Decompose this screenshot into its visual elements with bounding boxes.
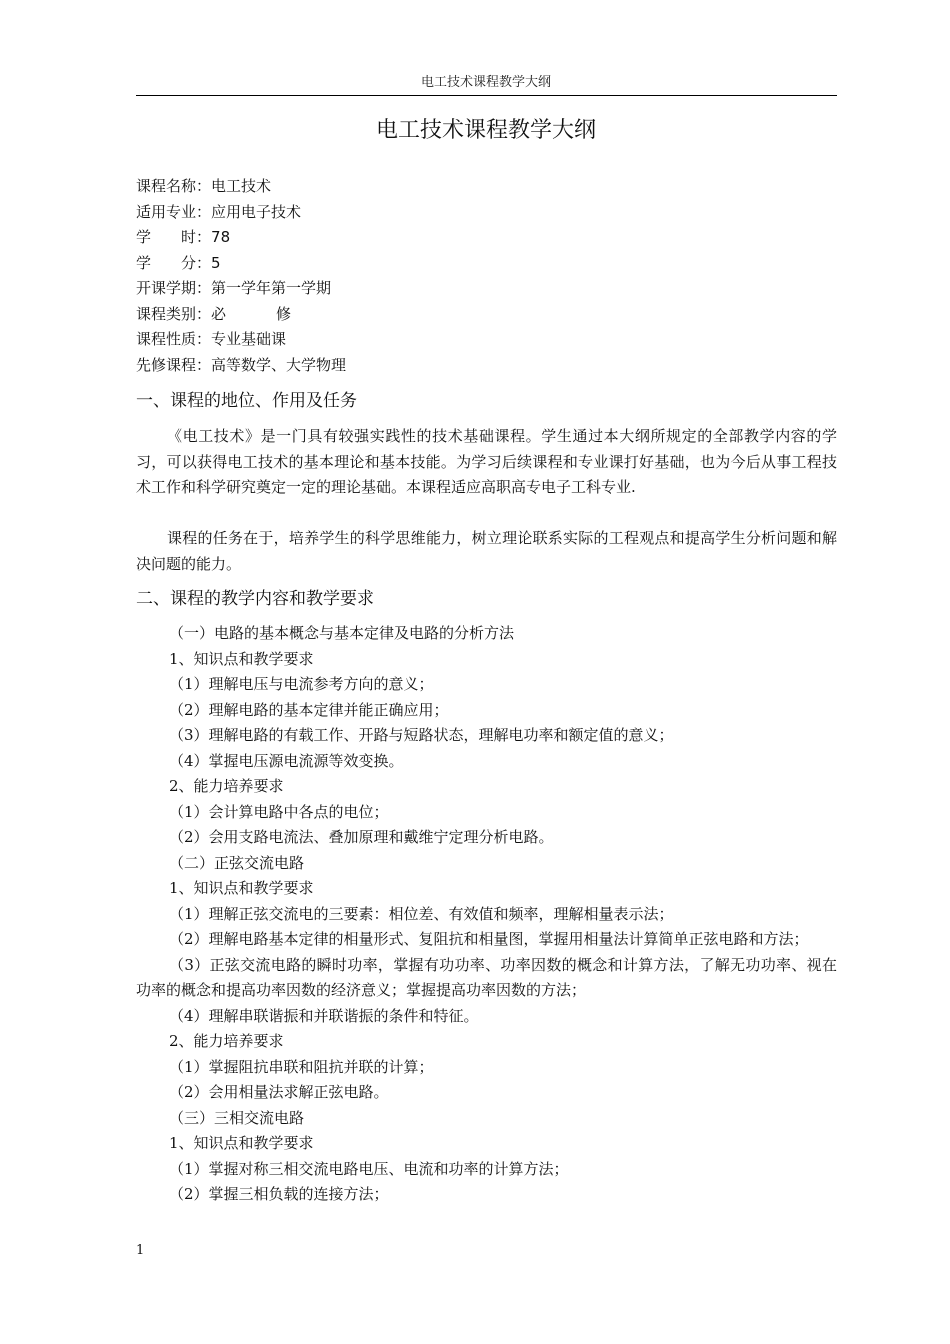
info-colon: ： [196,304,212,323]
info-value-part: 必 [211,304,227,323]
info-colon: ： [196,279,212,297]
info-value: 78 [211,228,231,246]
info-value: 高等数学、大学物理 [211,355,347,374]
info-label: 学 分 [136,253,197,272]
list-item: 1、知识点和教学要求 [169,649,314,668]
info-value: 电工技术 [211,177,272,195]
list-item: （2）理解电路的基本定律并能正确应用； [169,700,449,719]
info-row-major [136,200,836,226]
list-item: （2）掌握三相负载的连接方法； [169,1185,389,1203]
paragraph-intro: 《电工技术》是一门具有较强实践性的技术基础课程。学生通过本大纲所规定的全部教学内容的学习，可以获得电工技术的基本理论和基本技能。为学习后续课程和专业课打好基础，也为今后从事工程技术工作和科学研究奠定一定的理论基础。本课程适应高职高专电子工科专业. [136,427,837,496]
section-heading-1: 一、课程的地位、作用及任务 [136,391,357,411]
info-label: 开课学期 [136,279,197,297]
running-header: 电工技术课程教学大纲 [420,75,551,90]
list-item: （2）会用相量法求解正弦电路。 [169,1083,389,1101]
info-value-part: 修 [276,304,292,323]
list-item: 2、能力培养要求 [169,1032,284,1050]
list-item: （三）三相交流电路 [169,1108,305,1127]
info-label: 课程名称 [136,177,197,195]
paragraph-tasks: 课程的任务在于，培养学生的科学思维能力，树立理论联系实际的工程观点和提高学生分析问题和解决问题的能力。 [136,529,837,573]
list-item: （一）电路的基本概念与基本定律及电路的分析方法 [169,624,515,642]
info-row-course-name [136,174,836,200]
list-item: （2）理解电路基本定律的相量形式、复阻抗和相量图，掌握用相量法计算简单正弦电路和方法； [169,930,809,948]
info-label: 适用专业 [136,202,197,221]
section-heading-2: 二、课程的教学内容和教学要求 [136,589,374,609]
info-label: 学 时 [136,228,197,246]
info-value: 专业基础课 [211,330,287,348]
info-label: 课程性质 [136,330,197,348]
info-row-semester [136,276,836,302]
list-item: （1）掌握阻抗串联和阻抗并联的计算； [169,1057,434,1076]
info-row-category [136,302,836,328]
page-number: 1 [136,1243,145,1258]
list-item: 1、知识点和教学要求 [169,879,314,897]
document-title: 电工技术课程教学大纲 [375,118,596,143]
info-value: 应用电子技术 [211,202,302,221]
info-colon: ： [196,330,212,348]
content-list [136,621,837,1208]
list-item: （1）理解电压与电流参考方向的意义； [169,675,434,693]
info-colon: ： [196,202,212,221]
info-colon: ： [196,177,212,195]
info-colon: ： [196,355,212,374]
header-rule [136,95,837,96]
list-item: （1）理解正弦交流电的三要素：相位差、有效值和频率，理解相量表示法； [169,904,674,923]
info-label: 课程类别 [136,304,197,323]
info-row-hours [136,225,836,251]
list-item: （4）理解串联谐振和并联谐振的条件和特征。 [169,1006,479,1025]
info-value: 5 [211,253,221,272]
course-info [136,174,836,378]
list-item: （1）掌握对称三相交流电路电压、电流和功率的计算方法； [169,1159,569,1178]
list-item: （4）掌握电压源电流源等效变换。 [169,751,404,770]
info-value [211,302,291,328]
list-item: （3）理解电路的有载工作、开路与短路状态，理解电功率和额定值的意义； [169,726,674,744]
info-label: 先修课程 [136,355,197,374]
list-item: 1、知识点和教学要求 [169,1134,314,1152]
info-row-nature [136,327,836,353]
list-item: 2、能力培养要求 [169,777,284,795]
info-row-prerequisites [136,353,836,379]
info-colon: ： [196,228,212,246]
info-colon: ： [196,253,212,272]
info-row-credits [136,251,836,277]
info-value: 第一学年第一学期 [211,279,332,297]
list-item: （2）会用支路电流法、叠加原理和戴维宁定理分析电路。 [169,828,554,846]
list-item: （3）正弦交流电路的瞬时功率，掌握有功功率、功率因数的概念和计算方法，了解无功功率、视在功率的概念和提高功率因数的经济意义；掌握提高功率因数的方法； [136,955,837,999]
list-item: （1）会计算电路中各点的电位； [169,802,389,821]
list-item: （二）正弦交流电路 [169,853,305,872]
